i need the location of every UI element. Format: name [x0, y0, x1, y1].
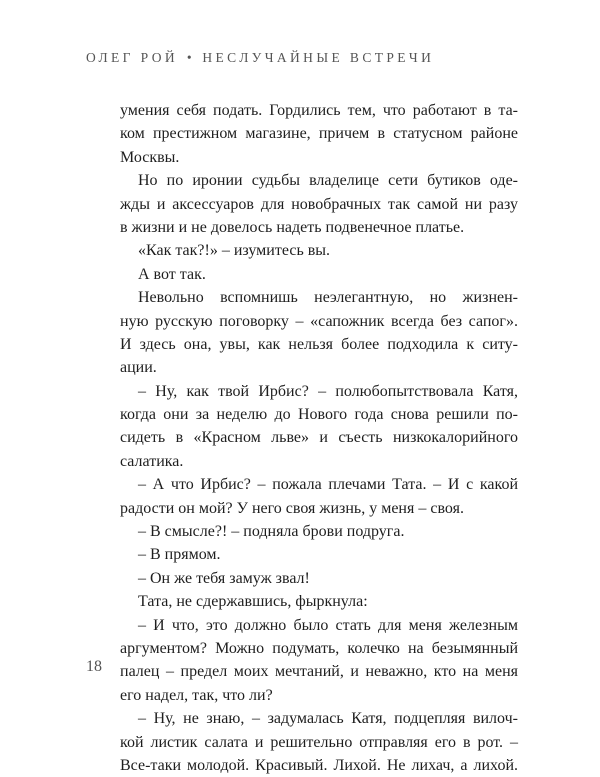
text-line: И здесь она, увы, как нельзя более подходила к ситу-	[120, 335, 518, 353]
text-line: жды и аксессуаров для новобрачных так самой ни разу	[120, 195, 518, 213]
text-line: палец – предел моих мечтаний, и неважно, кто на меня	[120, 663, 518, 681]
header-separator: •	[186, 50, 192, 65]
text-line: салатика.	[120, 452, 184, 470]
text-line: Все-таки молодой. Красивый. Лихой. Не лихач, а лихой.	[120, 756, 518, 774]
text-line: – В прямом.	[138, 546, 221, 564]
running-header	[86, 50, 434, 66]
text-line: ации.	[120, 359, 157, 377]
text-line: ком престижном магазине, причем в статусном районе	[120, 125, 518, 143]
text-line: в жизни и не довелось надеть подвенечное платье.	[120, 218, 465, 236]
header-book-title: НЕСЛУЧАЙНЫЕ ВСТРЕЧИ	[202, 50, 435, 65]
text-line: когда они за неделю до Нового года снова решили по-	[120, 406, 518, 424]
text-line: – В смысле?! – подняла брови подруга.	[138, 523, 405, 541]
text-line: кой листик салата и решительно отправляя его в рот. –	[120, 733, 518, 751]
header-author: ОЛЕГ РОЙ	[86, 50, 179, 65]
text-line: умения себя подать. Гордились тем, что работают в та-	[120, 102, 518, 119]
text-line: – А что Ирбис? – пожала плечами Тата. – И с какой	[138, 476, 518, 494]
text-line: Москвы.	[120, 148, 180, 166]
text-line: ную русскую поговорку – «сапожник всегда без сапог».	[120, 312, 518, 330]
text-line: – И что, это должно было стать для меня железным	[138, 616, 518, 634]
text-line: радости он мой? У него своя жизнь, у меня – своя.	[120, 499, 464, 517]
page-body-text	[120, 99, 518, 777]
text-line: – Он же тебя замуж звал!	[138, 569, 310, 587]
text-line: аргументом? Можно подумать, колечко на безымянный	[120, 639, 518, 657]
text-line: его надел, так, что ли?	[120, 686, 273, 704]
text-line: – Ну, не знаю, – задумалась Катя, подцепляя вилоч-	[138, 710, 518, 728]
text-line: Невольно вспомнишь неэлегантную, но жизнен-	[138, 289, 518, 307]
text-line: Тата, не сдержавшись, фыркнула:	[138, 593, 368, 611]
text-line: – Ну, как твой Ирбис? – полюбопытствовала Катя,	[138, 382, 518, 400]
text-line: сидеть в «Красном льве» и съесть низкокалорийного	[120, 429, 518, 447]
text-line: А вот так.	[138, 265, 206, 283]
text-line: Но по иронии судьбы владелице сети бутиков оде-	[138, 172, 518, 190]
text-line: «Как так?!» – изумитесь вы.	[138, 242, 331, 260]
page-number: 18	[86, 658, 102, 675]
